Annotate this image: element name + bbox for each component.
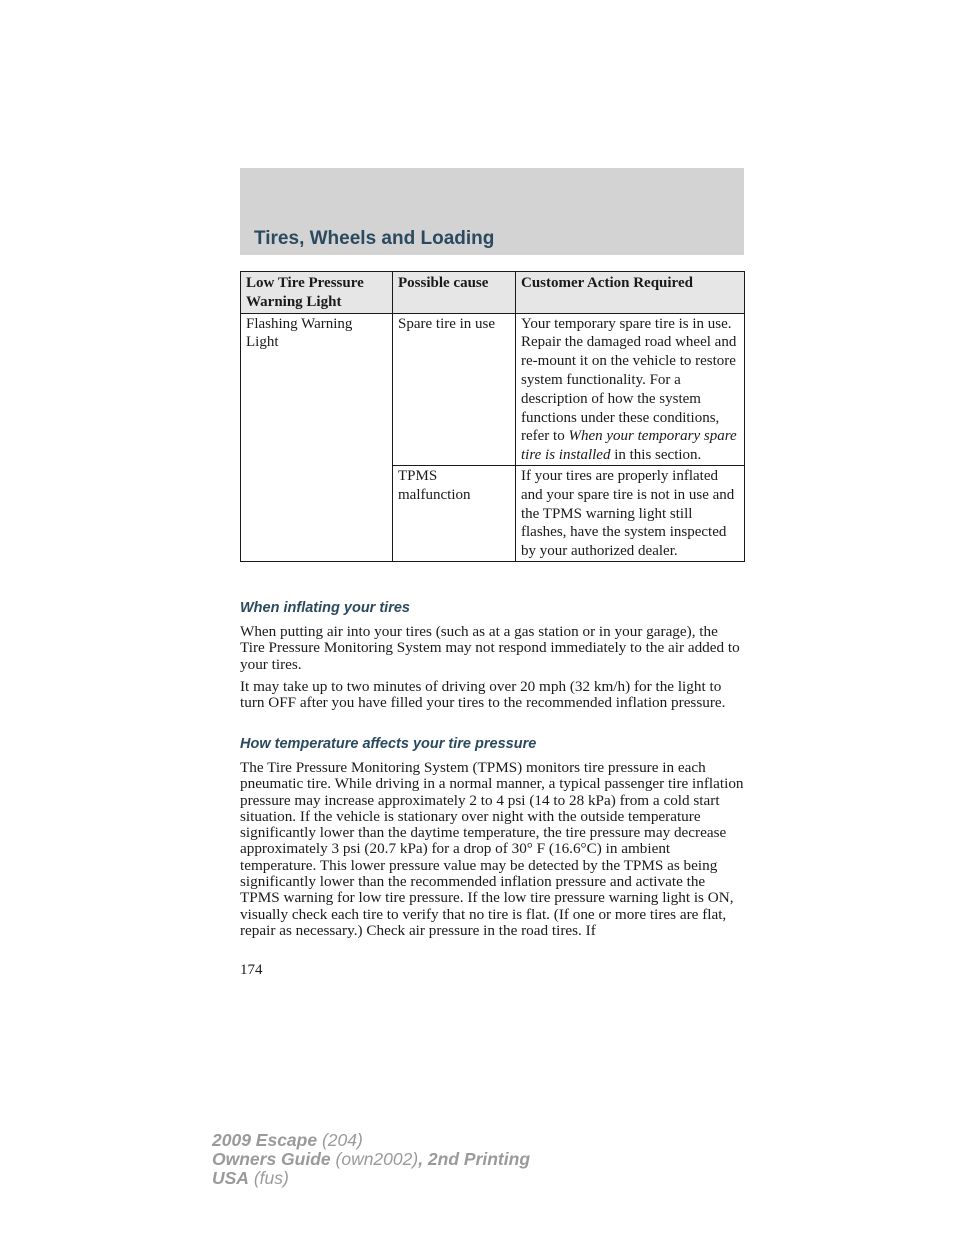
- column-header-action: Customer Action Required: [516, 272, 745, 314]
- table-header-row: [241, 272, 745, 314]
- cell-action: [516, 313, 745, 465]
- table-row: [241, 313, 745, 465]
- paragraph-inflating-1: When putting air into your tires (such as at a gas station or in your garage), the Tire Pressure Monitoring System may not respond immediately to the air added to your tires.: [240, 623, 740, 673]
- footer-line-market: USA (fus): [212, 1168, 289, 1188]
- footer-line-model: 2009 Escape (204): [212, 1130, 363, 1150]
- cell-action: If your tires are properly inflated and your spare tire is not in use and the TPMS warning light still flashes, have the system inspected by your authorized dealer.: [516, 465, 745, 561]
- warning-light-table: [240, 271, 745, 562]
- action-text: Your temporary spare tire is in use. Repair the damaged road wheel and re-mount it on the vehicle to restore system functionality. For a description of how the system functions under these conditions, refer to: [521, 315, 737, 445]
- cell-warning-light: Flashing Warning Light: [241, 313, 393, 561]
- action-reference: When your temporary spare tire is installed: [521, 428, 737, 464]
- action-text-tail: in this section.: [610, 447, 702, 464]
- cell-cause: TPMS malfunction: [393, 465, 516, 561]
- heading-temperature: How temperature affects your tire pressure: [240, 736, 537, 752]
- page-number: 174: [240, 962, 263, 978]
- heading-inflating: When inflating your tires: [240, 600, 410, 616]
- paragraph-inflating-2: It may take up to two minutes of driving over 20 mph (32 km/h) for the light to turn OFF after you have filled your tires to the recommended inflation pressure.: [240, 678, 726, 712]
- paragraph-temperature-1: The Tire Pressure Monitoring System (TPMS) monitors tire pressure in each pneumatic tire. While driving in a normal manner, a typical passenger tire inflation pressure may increase approximately 2 to 4 psi (14 to 28 kPa) from a cold start situation. If the vehicle is stationary over night with the outside temperature significantly lower than the daytime temperature, the tire pressure may decrease approximately 3 psi (20.7 kPa) for a drop of 30° F (16.6°C) in ambient temperature. This lower pressure value may be detected by the TPMS as being significantly lower than the recommended inflation pressure and activate the TPMS warning for low tire pressure. If the low tire pressure warning light is ON, visually check each tire to verify that no tire is flat. (If one or more tires are flat, repair as necessary.) Check air pressure in the road tires. If: [240, 759, 744, 939]
- footer-line-guide: Owners Guide (own2002), 2nd Printing: [212, 1149, 531, 1169]
- column-header-light: Low Tire Pressure Warning Light: [241, 272, 393, 314]
- section-title: Tires, Wheels and Loading: [254, 228, 495, 249]
- print-footer: [212, 1131, 530, 1188]
- column-header-cause: Possible cause: [393, 272, 516, 314]
- cell-cause: Spare tire in use: [393, 313, 516, 465]
